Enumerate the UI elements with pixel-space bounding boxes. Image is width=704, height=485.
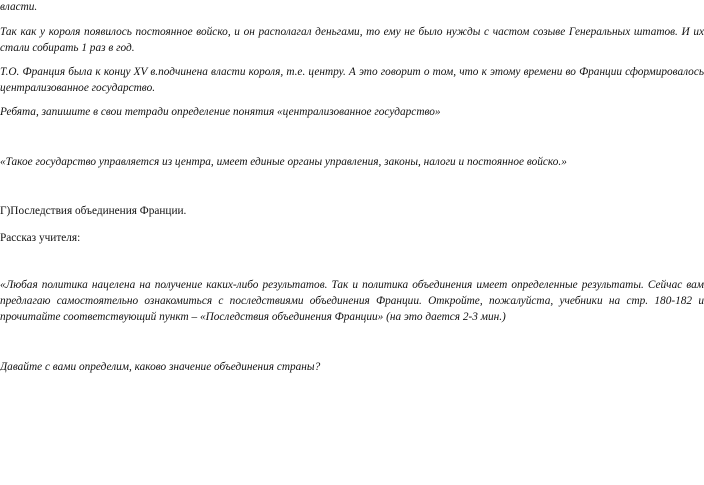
definition-quote: «Такое государство управляется из центра, имеет единые органы управления, законы, налоги и постоянное войско.» [0, 156, 567, 168]
paragraph-question: Давайте с вами определим, каково значение объединения страны? [0, 361, 321, 373]
paragraph-vlasti: власти. [0, 1, 38, 13]
paragraph-consequences-task: «Любая политика нацелена на получение каких-либо результатов. Так и политика объединения имеет определенные результаты. Сейчас вам предлагаю самостоятельно ознакомиться с последствиями объединения Франции. Откройте, пожалуйста, учебники на стр. 180-182 и прочитайте соответствующий пункт – «Последствия объединения Франции» (на это дается 2-3 мин.) [0, 279, 704, 323]
teacher-story-label: Рассказ учителя: [0, 232, 81, 244]
section-heading-consequences: Г)Последствия объединения Франции. [0, 205, 187, 217]
paragraph-write-definition: Ребята, запишите в свои тетради определение понятия «централизованное государство» [0, 106, 441, 118]
paragraph-france-centralized: Т.О. Франция была к концу XV в.подчинена власти короля, т.е. центру. А это говорит о том, что к этому времени во Франции сформировалось централизованное государство. [0, 66, 704, 94]
paragraph-army-estates: Так как у короля появилось постоянное войско, и он располагал деньгами, то ему не было нужды с частом созыве Генеральных штатов. И их стали собирать 1 раз в год. [0, 26, 704, 54]
